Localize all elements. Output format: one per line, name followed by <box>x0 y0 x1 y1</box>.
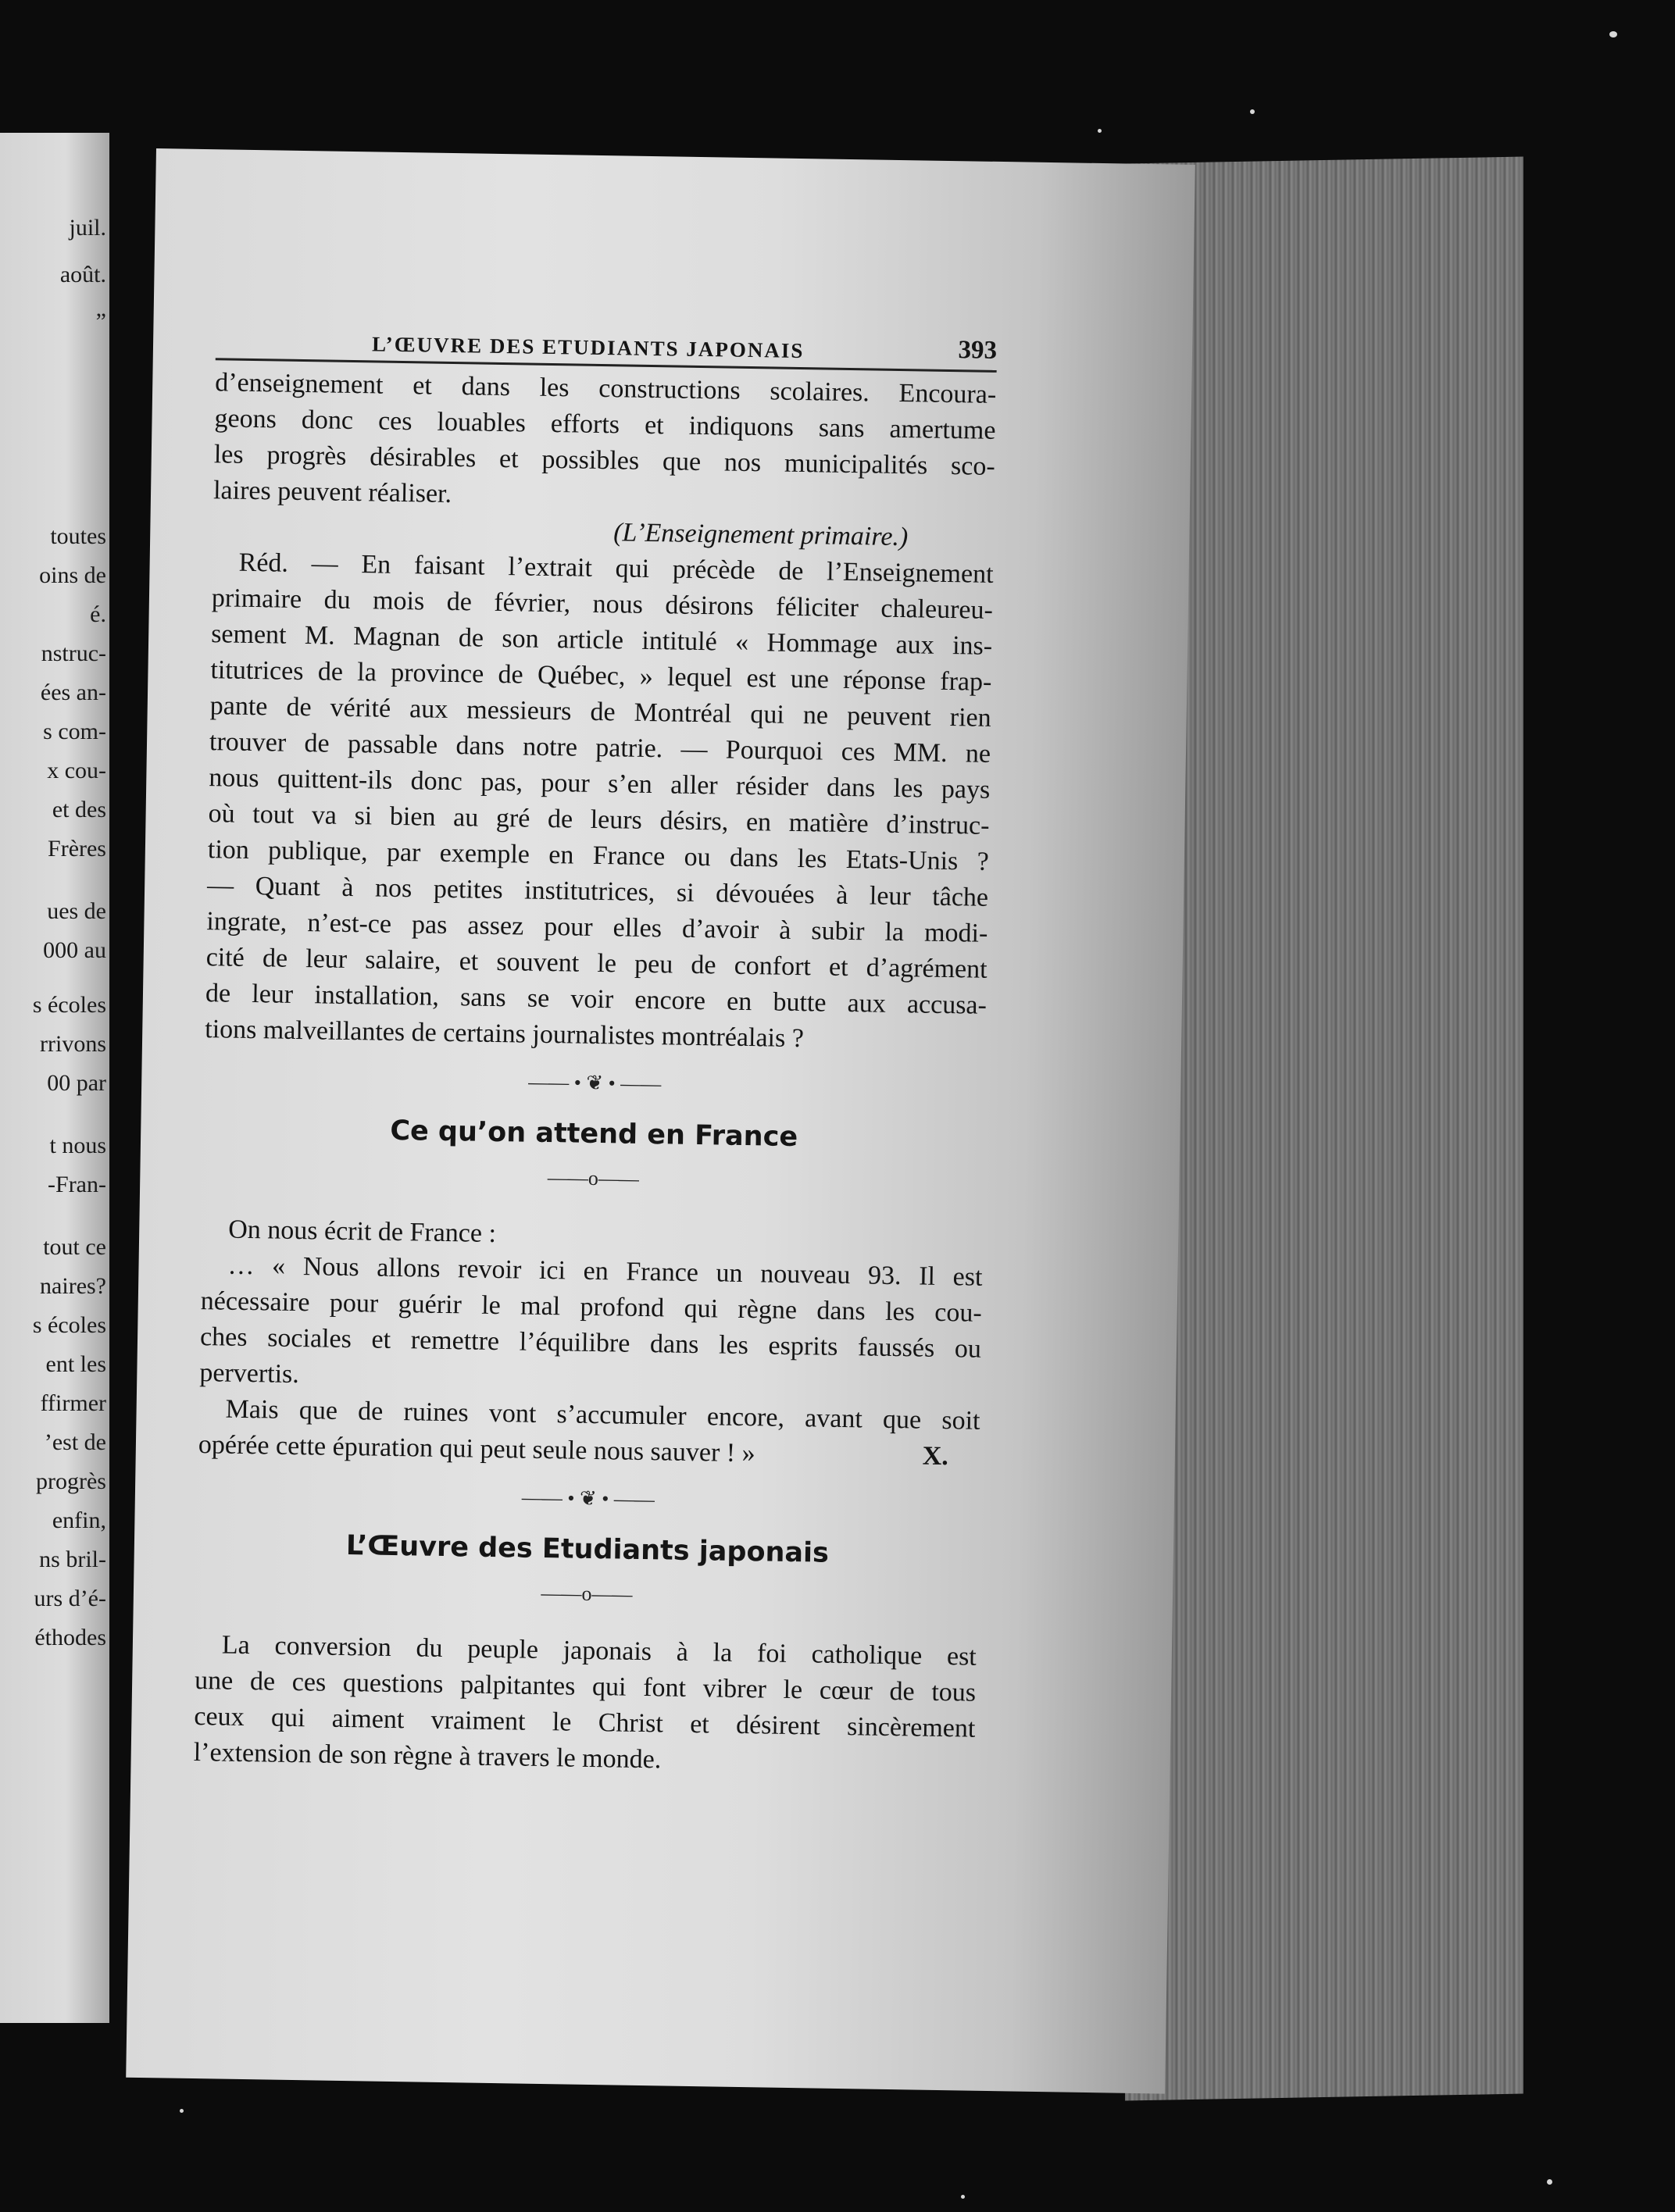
left-page-text-fragment: x cou- <box>47 758 106 783</box>
text-line: On nous écrit de France : <box>227 1215 497 1249</box>
text-line: cité de leur salaire, et souvent le peu de confort et d’agrément <box>205 943 988 984</box>
dust-speck <box>1098 129 1102 133</box>
dust-speck <box>1609 31 1617 37</box>
left-page-text-fragment: t nous <box>49 1133 106 1158</box>
left-page-text-fragment: urs d’é- <box>34 1586 106 1611</box>
left-page-text-fragment: ues de <box>47 898 106 924</box>
left-page-text-fragment: et des <box>52 797 106 822</box>
running-head <box>216 317 998 373</box>
left-page-text-fragment: oins de <box>39 562 106 588</box>
dust-speck <box>1547 2179 1552 2185</box>
left-page-text-fragment: Frères <box>48 836 106 862</box>
ornament-divider: ——o—— <box>547 1166 640 1190</box>
text-line: Mais que de ruines vont s’accumuler encore, avant que soit <box>225 1394 980 1436</box>
left-page-text-fragment: ’est de <box>44 1429 106 1455</box>
left-page-text-fragment: s écoles <box>32 992 106 1018</box>
text-line: geons donc ces louables efforts et indiquons sans amertume <box>214 404 996 445</box>
page-number: 393 <box>958 336 998 365</box>
text-line: Réd. — En faisant l’extrait qui précède de l’Enseignement <box>238 548 994 589</box>
text-line: titutrices de la province de Québec, » lequel est une réponse frap- <box>210 655 992 697</box>
left-page-text-fragment: é. <box>90 601 106 627</box>
text-line: de leur installation, sans se voir encore en butte aux accusa- <box>205 979 988 1020</box>
text-line: sement M. Magnan de son article intitulé « Hommage aux ins- <box>210 619 993 661</box>
left-page-text-fragment: ent les <box>45 1351 106 1377</box>
left-page-text-fragment: toutes <box>50 523 106 549</box>
left-page-text-fragment: juil. <box>69 215 106 241</box>
text-line: ingrate, n’est-ce pas assez pour elles d’avoir à subir la modi- <box>206 907 988 948</box>
text-line: laires peuvent réaliser. <box>212 476 452 508</box>
page-text-block <box>193 317 997 1782</box>
left-page-text-fragment: -Fran- <box>48 1172 106 1197</box>
dust-speck <box>180 2109 184 2113</box>
left-page-text-fragment: s com- <box>43 719 106 744</box>
left-page-text-fragment: enfin, <box>52 1507 106 1533</box>
running-head-title: L’ŒUVRE DES ETUDIANTS JAPONAIS <box>371 332 805 363</box>
text-line: La conversion du peuple japonais à la foi catholique est <box>221 1630 977 1671</box>
left-page-text-fragment: 00 par <box>47 1070 106 1096</box>
left-page-text-fragment: s écoles <box>32 1312 106 1338</box>
left-page-text-fragment: ffirmer <box>40 1390 106 1416</box>
left-page-text-fragment: progrès <box>36 1468 106 1494</box>
left-page-text-fragment: nstruc- <box>41 640 106 666</box>
text-line: … « Nous allons revoir ici en France un nouveau 93. Il est <box>227 1250 983 1292</box>
text-line: trouver de passable dans notre patrie. — Pourquoi ces MM. ne <box>209 727 991 769</box>
text-line: pervertis. <box>199 1358 300 1390</box>
text-line: tion publique, par exemple en France ou dans les Etats-Unis ? <box>207 835 990 876</box>
dust-speck <box>961 2195 965 2199</box>
section-heading: Ce qu’on attend en France <box>390 1115 798 1154</box>
ornament-divider: ——o—— <box>541 1581 633 1606</box>
text-line: pante de vérité aux messieurs de Montréal qui ne peuvent rien <box>209 691 991 733</box>
signature: X. <box>922 1441 949 1472</box>
left-page-text-fragment: ” <box>95 309 106 334</box>
editor-note <box>205 544 994 1060</box>
text-line: l’extension de son règne à travers le monde. <box>193 1738 662 1775</box>
left-page-text-fragment: éthodes <box>34 1625 106 1650</box>
left-page-fragment <box>0 133 109 2023</box>
text-line: nécessaire pour guérir le mal profond qui règne dans les cou- <box>200 1286 982 1328</box>
text-line: tions malveillantes de certains journalistes montréalais ? <box>205 1015 805 1054</box>
text-line: où tout va si bien au gré de leurs désirs, en matière d’instruc- <box>208 799 990 840</box>
left-page-text-fragment: tout ce <box>43 1234 106 1260</box>
section-etudiants-japonais <box>193 1525 978 1783</box>
left-page-text-fragment: ées an- <box>40 680 106 705</box>
text-line: nous quittent-ils donc pas, pour s’en aller résider dans les pays <box>209 763 991 805</box>
source-citation: (L’Enseignement primaire.) <box>612 518 909 552</box>
text-line: une de ces questions palpitantes qui font vibrer le cœur de tous <box>194 1666 977 1707</box>
book-page <box>126 148 1195 2094</box>
left-page-text-fragment: 000 au <box>43 937 106 963</box>
section-france <box>198 1110 985 1475</box>
dust-speck <box>1250 109 1255 114</box>
left-page-text-fragment: ns bril- <box>39 1547 106 1572</box>
text-line: primaire du mois de février, nous désirons féliciter chaleureu- <box>211 583 994 625</box>
text-line: opérée cette épuration qui peut seule nous sauver ! » <box>198 1430 755 1468</box>
text-line: d’enseignement et dans les constructions scolaires. Encoura- <box>215 368 997 409</box>
left-page-text-fragment: rrivons <box>40 1031 106 1057</box>
text-line: ceux qui aiment vraiment le Christ et désirent sincèrement <box>194 1702 976 1743</box>
text-line: les progrès désirables et possibles que nos municipalités sco- <box>213 440 996 481</box>
ornament-divider: —— • ❦ • —— <box>521 1486 655 1511</box>
text-line: ches sociales et remettre l’équilibre dans les esprits faussés ou <box>199 1322 982 1364</box>
section-heading: L’Œuvre des Etudiants japonais <box>345 1530 830 1569</box>
text-line: — Quant à nos petites institutrices, si dévouées à leur tâche <box>206 871 989 912</box>
section-enseignement <box>212 365 996 557</box>
left-page-text-fragment: août. <box>59 262 106 287</box>
ornament-divider: —— • ❦ • —— <box>528 1070 662 1096</box>
left-page-text-fragment: naires? <box>40 1273 106 1299</box>
